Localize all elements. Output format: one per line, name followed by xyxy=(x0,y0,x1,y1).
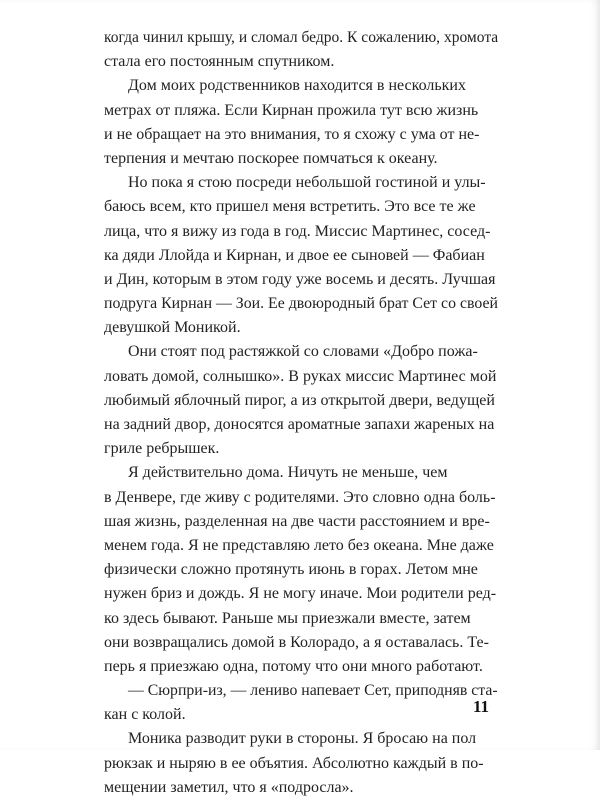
text-line: когда чинил крышу, и сломал бедро. К сожалению, хромота xyxy=(104,29,499,46)
text-line: они возвращались домой в Колорадо, а я оставалась. Те- xyxy=(104,633,489,651)
text-line: Но пока я стою посреди небольшой гостиной и улы- xyxy=(128,174,486,192)
text-line: в Денвере, где живу с родителями. Это словно одна боль- xyxy=(104,488,496,506)
text-line: ловать домой, солнышко». В руках миссис Мартинес мой xyxy=(104,367,497,385)
text-line: метрах от пляжа. Если Кирнан прожила тут всю жизнь xyxy=(104,101,479,119)
text-line: лица, что я вижу из года в год. Миссис Мартинес, сосед- xyxy=(104,222,491,240)
text-line: и Дин, которым в этом году уже восемь и десять. Лучшая xyxy=(104,270,496,288)
text-line: ка дяди Ллойда и Кирнан, и двое ее сыновей — Фабиан xyxy=(104,246,485,264)
paragraph-1 xyxy=(104,26,498,74)
text-line: терпения и мечтаю поскорее помчаться к океану. xyxy=(104,149,438,167)
text-line: баюсь всем, кто пришел меня встретить. Это все те же xyxy=(104,198,476,216)
paragraph-2 xyxy=(104,74,498,171)
text-line: любимый яблочный пирог, а из открытой двери, ведущей xyxy=(104,391,495,409)
text-line: на задний двор, доносятся ароматные запахи жареных на xyxy=(104,416,495,433)
text-line: ко здесь бывают. Раньше мы приезжали вместе, затем xyxy=(104,609,471,627)
text-line: нужен бриз и дождь. Я не могу иначе. Мои родители ред- xyxy=(104,585,497,603)
page-number: 11 xyxy=(473,697,490,716)
text-line: Дом моих родственников находится в нескольких xyxy=(128,77,466,95)
text-line: девушкой Моникой. xyxy=(104,319,241,337)
paragraph-3 xyxy=(104,171,498,340)
text-line: физически сложно протянуть июнь в горах. Летом мне xyxy=(104,561,478,579)
paragraph-4 xyxy=(104,340,498,461)
text-line: кан с колой. xyxy=(104,706,186,724)
paragraph-6 xyxy=(104,679,498,727)
text-line: подруга Кирнан — Зои. Ее двоюродный брат Сет со своей xyxy=(104,295,498,313)
text-line: стала его постоянным спутником. xyxy=(104,53,335,71)
text-line: менем года. Я не представляю лето без океана. Мне даже xyxy=(104,536,494,554)
text-line: рюкзак и ныряю в ее объятия. Абсолютно каждый в по- xyxy=(104,754,484,772)
text-line: мещении заметил, что я «подросла». xyxy=(104,778,354,796)
text-line: Моника разводит руки в стороны. Я бросаю на пол xyxy=(128,730,477,748)
text-line: перь я приезжаю одна, потому что они много работают. xyxy=(104,657,483,675)
paragraph-5 xyxy=(104,461,498,679)
paragraph-7 xyxy=(104,727,498,800)
text-line: шая жизнь, разделенная на две части расстоянием и вре- xyxy=(104,512,490,530)
text-line: и не обращает на это внимания, то я схожу с ума от не- xyxy=(104,125,480,143)
text-line: Они стоят под растяжкой со словами «Добро пожа- xyxy=(128,343,478,361)
page-text xyxy=(104,26,498,800)
text-line: гриле ребрышек. xyxy=(104,440,220,458)
text-line: — Сюрпри-из, — лениво напевает Сет, приподняв ста- xyxy=(128,682,498,700)
text-line: Я действительно дома. Ничуть не меньше, чем xyxy=(128,464,448,482)
